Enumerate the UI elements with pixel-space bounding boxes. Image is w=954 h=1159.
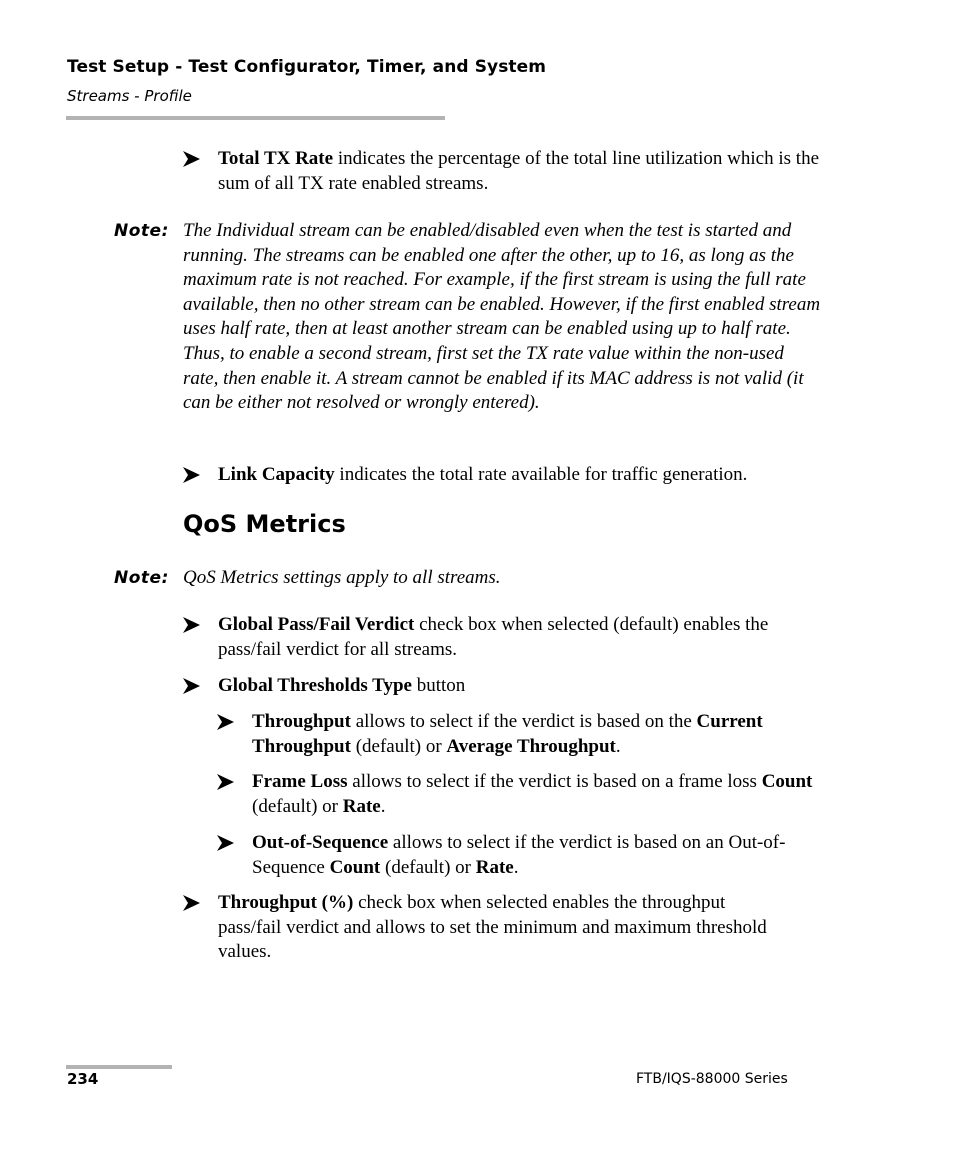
product-series: FTB/IQS-88000 Series bbox=[636, 1071, 788, 1087]
note-label: Note: bbox=[114, 221, 169, 241]
note-label: Note: bbox=[114, 568, 169, 588]
arrowhead-bullet-icon bbox=[183, 151, 200, 167]
arrowhead-bullet-icon bbox=[183, 678, 200, 694]
arrowhead-bullet-icon bbox=[217, 714, 234, 730]
sub-list-item-throughput bbox=[217, 710, 825, 759]
list-item-text: Frame Loss allows to select if the verdict is based on a frame loss Count (default) or Rate. bbox=[252, 771, 813, 817]
page-number: 234 bbox=[67, 1070, 99, 1088]
list-item-text: Out-of-Sequence allows to select if the verdict is based on an Out-of-Sequence Count (default) or Rate. bbox=[252, 832, 786, 878]
arrowhead-bullet-icon bbox=[183, 467, 200, 483]
list-item-text: Global Pass/Fail Verdict check box when selected (default) enables the pass/fail verdict for all streams. bbox=[218, 614, 769, 660]
list-item-global-verdict bbox=[183, 613, 823, 662]
page-header-subtitle: Streams - Profile bbox=[67, 87, 192, 105]
list-item-link-capacity bbox=[183, 463, 823, 488]
note-text: The Individual stream can be enabled/disabled even when the test is started and running. The streams can be enabled one after the other, up to 16, as long as the maximum rate is not reached. For example, if the first stream is using the full rate available, then no other stream can be enabled. However, if the first enabled stream uses half rate, then at least another stream can be enabled using up to half rate. Thus, to enable a second stream, first set the TX rate value within the non-used rate, then enable it. A stream cannot be enabled if its MAC address is not valid (it can be either not resolved or wrongly entered). bbox=[183, 220, 821, 414]
list-item-text: Total TX Rate indicates the percentage of the total line utilization which is the sum of all TX rate enabled streams. bbox=[218, 148, 819, 194]
list-item-text: Throughput (%) check box when selected enables the throughput pass/fail verdict and allows to set the minimum and maximum threshold values. bbox=[218, 892, 767, 963]
list-item-text: Link Capacity indicates the total rate available for traffic generation. bbox=[218, 464, 748, 485]
arrowhead-bullet-icon bbox=[183, 895, 200, 911]
footer-divider bbox=[66, 1065, 172, 1069]
sub-list-item-out-of-sequence bbox=[217, 831, 825, 880]
arrowhead-bullet-icon bbox=[183, 617, 200, 633]
header-divider bbox=[66, 116, 445, 120]
section-heading: QoS Metrics bbox=[183, 510, 346, 538]
arrowhead-bullet-icon bbox=[217, 835, 234, 851]
list-item-global-thresholds bbox=[183, 674, 823, 699]
page-header-title: Test Setup - Test Configurator, Timer, and System bbox=[67, 57, 547, 77]
sub-list-item-frame-loss bbox=[217, 770, 825, 819]
note-text: QoS Metrics settings apply to all streams. bbox=[183, 567, 501, 588]
arrowhead-bullet-icon bbox=[217, 774, 234, 790]
list-item-text: Throughput allows to select if the verdict is based on the Current Throughput (default) or Average Throughput. bbox=[252, 711, 763, 757]
list-item-text: Global Thresholds Type button bbox=[218, 675, 466, 696]
list-item-throughput-percent bbox=[183, 891, 823, 965]
list-item-total-tx-rate bbox=[183, 147, 823, 196]
